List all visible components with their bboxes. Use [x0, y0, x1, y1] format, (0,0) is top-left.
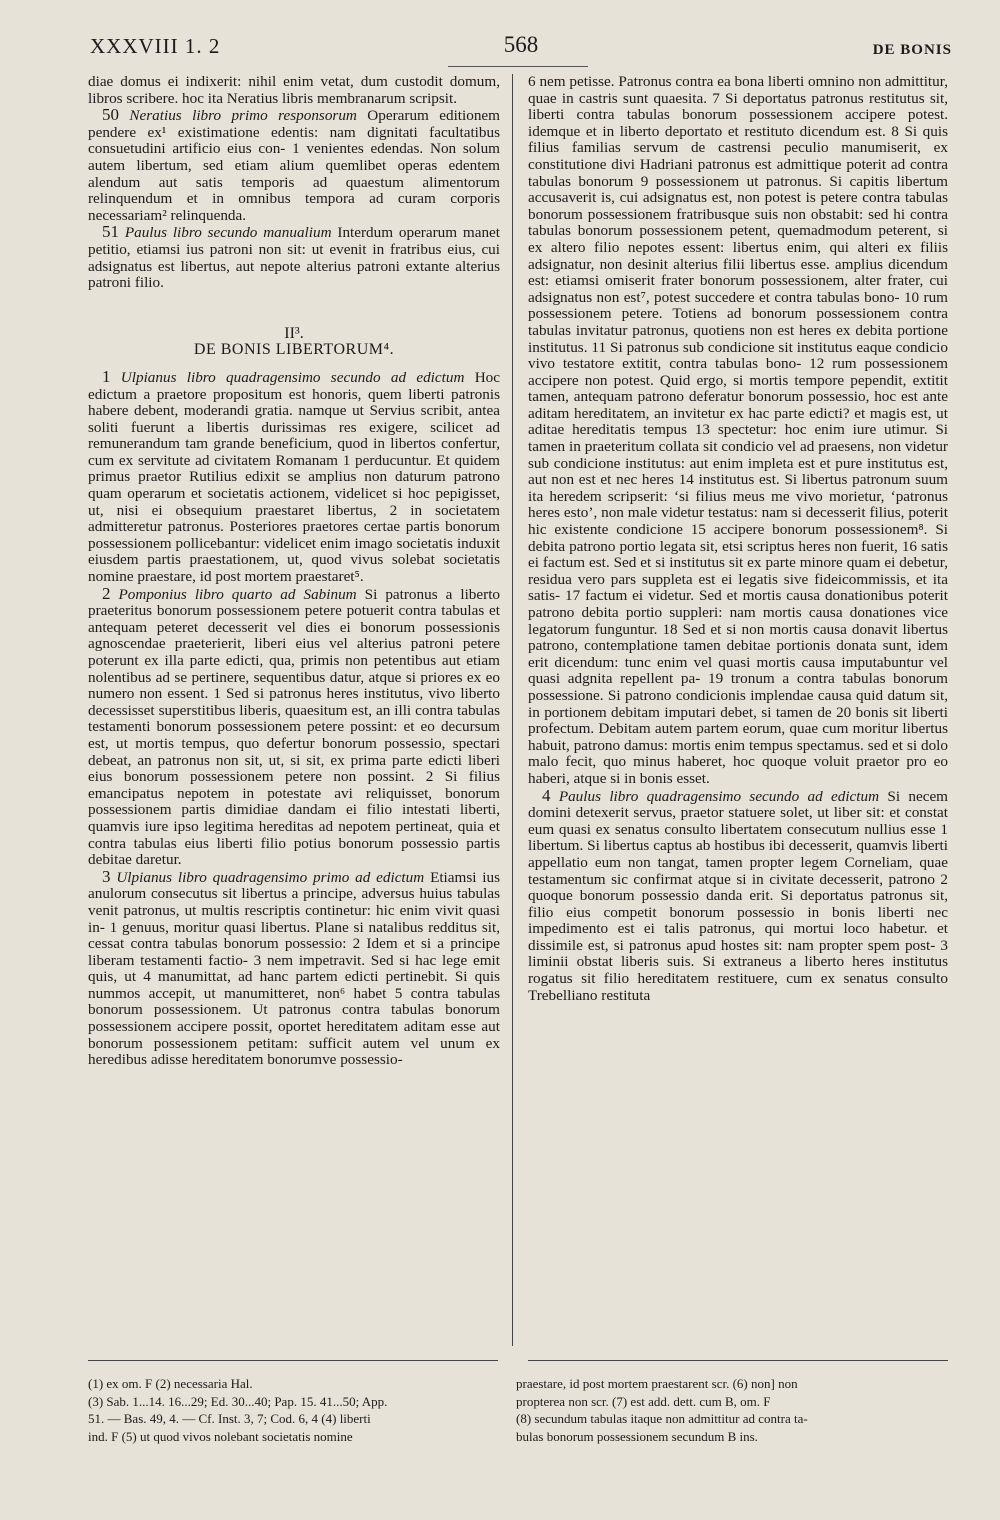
- fragment-number: 50: [102, 105, 119, 125]
- fragment-4: [528, 785, 948, 1005]
- footnotes-left: [88, 1375, 498, 1445]
- paragraph-continuation: 6 nem petisse. Patronus contra ea bona liberti omnino non admittitur, quae in castris sunt quaesita. 7 Si deportatus patronus restitutus sit, liberti contra tabulas bonorum possessionem accipere potest. idemque et in liberto deportato et restituto dicendum est. 8 Si quis filius familias servum de castrensi peculio manumiserit, ex constitutione divi Hadriani patronus est admittique poterit ad contra tabulas bonorum 9 possessionem ut patronus. Si capitis libertum accusaverit is, cui adsignatus est, non potest is petere contra tabulas bonorum possessionem fratribusque suis non obstabit: sed hi contra tabulas bonorum possessionem petent, quemadmodum peterent, si ex altero filio nepotes essent: libertus enim, qui alteri ex filiis adsignatur, non desinit alterius filii libertus esse. amplius dicendum est: etiamsi omiserit frater bonorum possessionem, alter frater, cui adsignatus non est⁷, potest succedere et contra tabulas bono- 10 rum possessionem petere. Totiens ad bonorum possessionem contra tabulas invitatur patronus, quotiens non est heres ex debita portione institutus. 11 Si patronus sub condicione sit institutus eaque condicio vivo testatore extitit, contra tabulas bono- 12 rum possessionem accipere non potest. Quid ergo, si mortis tempore pependit, extitit tamen, antequam patrono deferatur bonorum possessio, hoc est ante aditam hereditatem, an invitetur ex hac parte edicti? et magis est, ut aditae hereditatis tempus 13 spectetur: hoc enim iure utimur. Si tamen in praeteritum collata sit condicio vel ad praesens, non videtur sub condicione institutus: aut enim impleta est et pure institutus est, aut non est et nec heres 14 institutus est. Si libertus patronum suum ita heredem scripserit: ‘si filius meus me vivo morietur, ‘patronus heres esto’, non male videtur testatus: nam si decesserit filius, poterit hic existente condicione 15 accipere bonorum possessionem⁸. Si debita patrono portio legata sit, etsi scriptus heres non fuerit, 16 satis ei factum est. Sed et si institutus sit ex parte minore quam ei debetur, residua vero pars suppleta est ei legatis sive fideicommissis, et ita satis- 17 factum ei videtur. Sed et mortis causa donationibus poterit patrono debita portio suppleri: nam mortis causa donationes vice legatorum funguntur. 18 Sed et si non mortis causa donavit libertus patrono, contemplatione tamen debitae portionis donata sunt, idem erit dicendum: tunc enim vel quasi mortis causa imputabuntur vel quasi adgnita repellent pa- 19 tronum a contra tabulas bonorum possessione. Si patrono condicionis implendae causa quid datum sit, in portionem debitam imputari debet, si tamen de 20 bonis sit liberti profectum. Debitam autem partem eorum, quae cum moritur libertus habuit, patrono damus: mortis enim tempus spectamus. sed et si dolo malo fecit, quo minus haberet, hoc quoque voluit praetor pro eo haberi, atque si in bonis esset.: [528, 73, 948, 787]
- footnote-rule-left: [88, 1360, 498, 1361]
- section-number: II³.: [284, 324, 304, 342]
- fragment-number: 4: [542, 785, 551, 805]
- fragment-number: 51: [102, 222, 119, 242]
- fragment-source: Ulpianus libro quadragensimo primo ad edictum: [116, 868, 425, 886]
- fragment-text: Hoc edictum a praetore propositum est honoris, quem liberti patronis habere debent, moderandi gratia. namque ut Servius scribit, antea soliti fuerunt a libertis durissimas res exigere, scilicet ad remunerandum tam grande beneficium, quod in libertos confertur, cum ex servitute ad civitatem Romanam 1 perducuntur. Et quidem primus praetor Rutilius edixit se amplius non daturum patrono quam operarum et societatis actionem, videlicet si hoc pepigisset, ut, nisi ei obsequium praestaret libertus, 2 in societatem admitteretur patronus. Posteriores praetores certae partis bonorum possessionem pollicebantur: videlicet enim imago societatis induxit eiusdem partis praestationem, ut, quod vivus solebat societatis nomine praestare, id post mortem praestaret⁵.: [88, 368, 501, 586]
- fragment-source: Paulus libro quadragensimo secundo ad edictum: [558, 787, 880, 805]
- footnote-line: praestare, id post mortem praestarent scr. (6) non] non: [516, 1376, 798, 1391]
- fragment-number: 2: [102, 583, 111, 603]
- footnote-line: (1) ex om. F (2) necessaria Hal.: [88, 1376, 253, 1391]
- fragment-source: Ulpianus libro quadragensimo secundo ad edictum: [120, 368, 465, 386]
- fragment-text: Operarum editionem pendere ex¹ existimatione edentis: nam dignitati facultatibus consuetudini artificio eius con- 1 venientes edendas. Non solum autem libertum, sed etiam alium quemlibet operas edentem alendum aut satis temporis ad quaestum alimentorum relinquendum et in omnibus tempora ad curam corporis necessariam² relinquenda.: [88, 107, 500, 224]
- header-rule: [448, 66, 588, 67]
- fragment-source: Pomponius libro quarto ad Sabinum: [118, 585, 357, 603]
- header-book-reference: XXXVIII 1. 2: [90, 34, 221, 58]
- fragment-2: [88, 583, 501, 869]
- fragment-source: Neratius libro primo responsorum: [129, 107, 357, 125]
- footnote-rule-right: [528, 1360, 948, 1361]
- page-number: 568: [503, 32, 539, 57]
- fragment-50: [88, 107, 500, 224]
- right-column: [528, 74, 948, 1004]
- footnote-line: bulas bonorum possessionem secundum B ins.: [516, 1428, 758, 1444]
- footnote-line: 51. — Bas. 49, 4. — Cf. Inst. 3, 7; Cod. 6, 4 (4) liberti: [88, 1411, 371, 1426]
- footnote-line: (8) secundum tabulas itaque non admittitur ad contra ta-: [516, 1411, 808, 1426]
- fragment-text: Si necem domini detexerit servus, praetor statuere solet, ut liber sit: et constat eum quasi ex senatus consulto libertatem consecutum nullius esse 1 libertum. Si libertus captus ab hostibus ibi decesserit, quamvis liberti appellatio eum non tangat, tamen propter legem Corneliam, quae testamentum sic confirmat atque si in civitate decesserit, patrono 2 quoque bonorum possessio danda erit. Si deportatus patronus sit, filio eius competit bonorum possessio in bonis liberti nec impedimento est ei talis patronus, qui mortui loco habetur. et dissimile est, si patronus apud hostes sit: nam propter spem post- 3 liminii obstat liberis suis. Si extraneus a liberto heres institutus rogatus sit filio hereditatem restituere, cum ex senatus consulto Trebelliano restituta: [528, 787, 948, 1004]
- footnotes-right: [516, 1375, 948, 1445]
- footnote-line: propterea non scr. (7) est add. dett. cum B, om. F: [516, 1393, 771, 1409]
- fragment-number: 1: [102, 366, 111, 386]
- fragment-3: [88, 866, 501, 1069]
- fragment-source: Paulus libro secundo manualium: [124, 224, 332, 242]
- fragment-51: [88, 224, 500, 291]
- column-divider: [512, 74, 513, 1346]
- footnote-line: ind. F (5) ut quod vivos nolebant societatis nomine: [88, 1428, 353, 1444]
- fragment-1: [88, 366, 501, 586]
- fragment-text: Si patronus a liberto praeteritus bonorum possessionem petere potuerit contra tabulas et antequam peteret decesserit vel dies ei bonorum possessionis agnoscendae praeterierit, liberi eius vel alterius patroni petere poterunt ex illa parte edicti, qua, primis non petentibus aut etiam nolentibus ad se pertinere, sequentibus datur, atque si priores ex eo numero non essent. 1 Sed si patronus heres institutus, vivo liberto decessisset superstitibus liberis, quaesitum est, an illi contra tabulas testamenti bonorum possessionem petere possint: et eo decursum est, ut mortis tempus, quo defertur bonorum possessio, spectari debeat, an patronus non sit, ut, si sit, ex prima parte edicti liberi eius bonorum possessionem petere non possint. 2 Si filius emancipatus nepotem in potestate avi reliquisset, bonorum possessionem partis dimidiae dandam ei filio intestati liberti, quamvis iure ipso legitima hereditas ad nepotem pertineat, quia et contra tabulas eius liberti filio potius bonorum possessio partis debitae daretur.: [88, 585, 501, 869]
- section-title: DE BONIS LIBERTORUM⁴.: [193, 341, 395, 359]
- running-header: [90, 30, 952, 64]
- fragment-text: Etiamsi ius anulorum consecutus sit libertus a principe, adversus huius tabulas venit patronus, ut multis rescriptis continetur: hic enim vivit quasi in- 1 genuus, moritur quasi libertus. Plane si natalibus redditus sit, cessat contra tabulas bonorum possessio: 2 Idem et si a principe liberam testamenti factio- 3 nem impetravit. Sed si hac lege emit quis, ut 4 manumittat, ad hanc partem edicti pertinebit. Si quis nummos accepit, ut manumitteret, non⁶ habet 5 contra tabulas bonorum possessionem. Ut patronus contra tabulas bonorum possessionem accipere possit, oportet hereditatem aditam esse aut bonorum possessionem petitam: sufficit autem vel unum ex heredibus adisse hereditatem bonorumve possessio-: [88, 868, 501, 1069]
- fragment-text: Interdum operarum manet petitio, etiamsi ius patroni non sit: ut evenit in fratribus eius, cui adsignatus est libertus, aut nepote alterius patroni extante alterius patroni filio.: [88, 224, 500, 292]
- left-column: [88, 74, 500, 1069]
- header-title: DE BONIS: [872, 42, 952, 58]
- paragraph-continuation: diae domus ei indixerit: nihil enim vetat, dum custodit domum, libros scribere. hoc ita Neratius libris membranarum scripsit.: [88, 73, 500, 107]
- fragment-number: 3: [102, 866, 111, 886]
- footnote-line: (3) Sab. 1...14. 16...29; Ed. 30...40; Pap. 15. 41...50; App.: [88, 1393, 388, 1409]
